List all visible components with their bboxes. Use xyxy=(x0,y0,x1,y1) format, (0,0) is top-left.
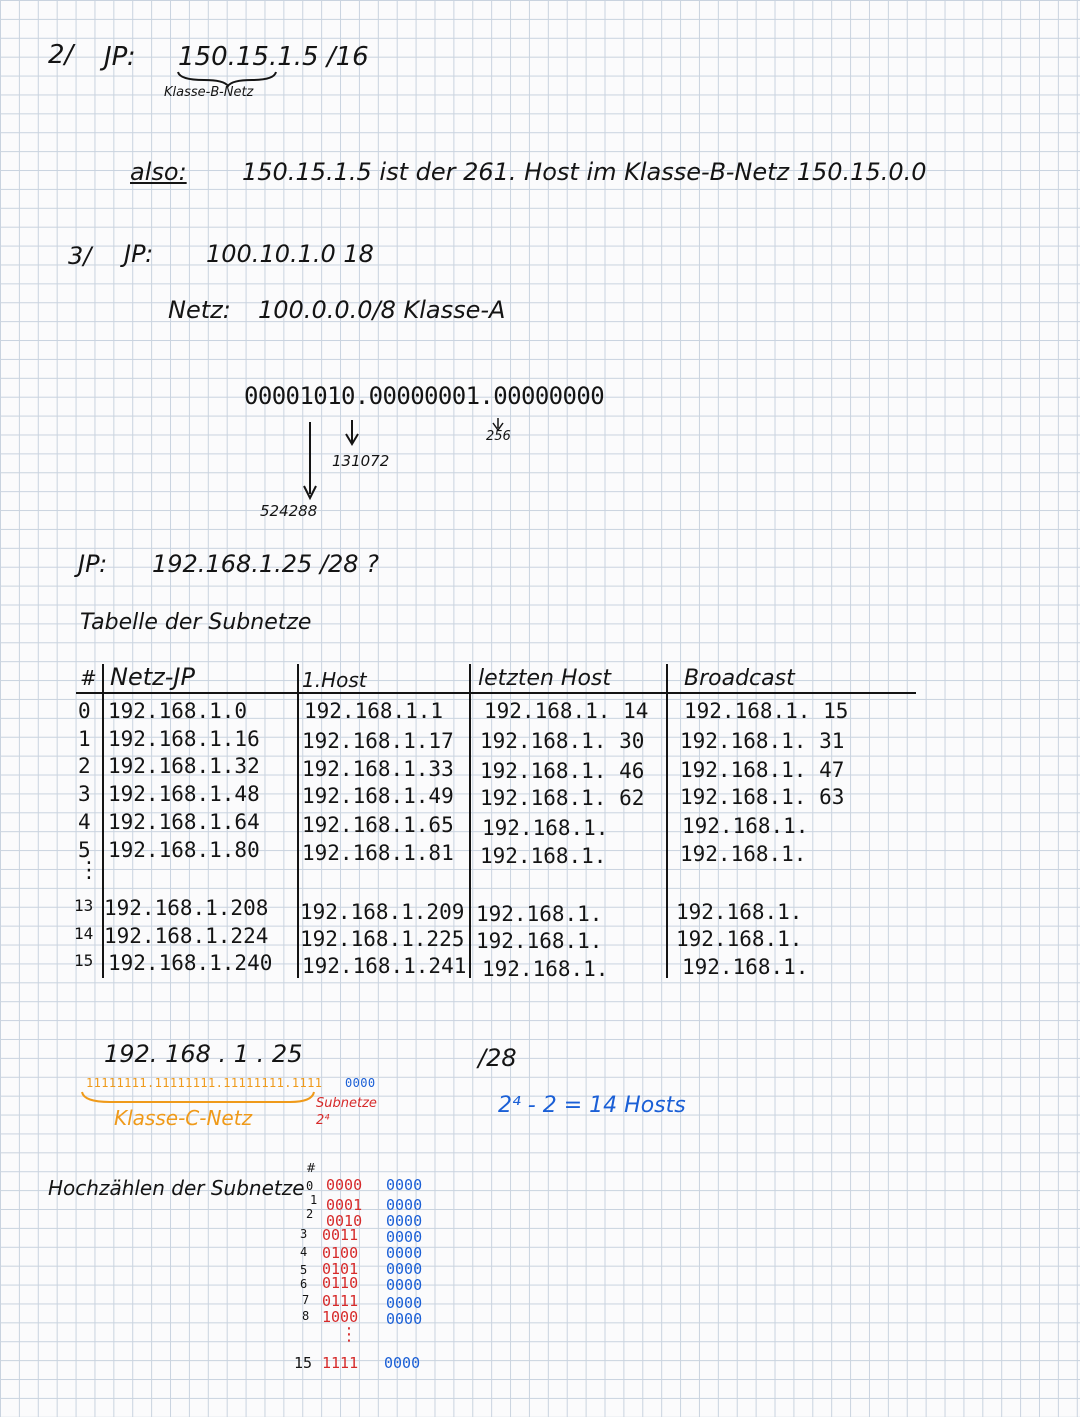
table-col-divider xyxy=(469,664,471,978)
count-host-bits: 0000 xyxy=(386,1196,423,1214)
hosts-formula: 2⁴ - 2 = 14 Hosts xyxy=(498,1093,686,1118)
col-header-last-host: letzten Host xyxy=(478,666,612,691)
subnetze-label: Subnetze xyxy=(316,1096,377,1111)
col-header-broadcast: Broadcast xyxy=(684,666,795,691)
cell-netz: 192.168.1.208 xyxy=(104,896,269,920)
count-host-bits: 0000 xyxy=(386,1212,423,1230)
cell-first-host: 192.168.1.49 xyxy=(302,784,454,808)
count-host-bits: 0000 xyxy=(386,1176,423,1194)
mask-ip: 192. 168 . 1 . 25 xyxy=(104,1040,303,1068)
cell-broadcast: 192.168.1. 31 xyxy=(680,729,845,753)
count-index: 0 xyxy=(306,1179,314,1193)
cell-netz: 192.168.1.0 xyxy=(108,699,248,723)
table-title: Tabelle der Subnetze xyxy=(80,610,312,635)
task3-ip: 100.10.1.0 18 xyxy=(206,240,374,268)
count-subnet-bits: 1000 xyxy=(322,1308,359,1326)
row-index: 15 xyxy=(74,951,94,970)
cell-netz: 192.168.1.240 xyxy=(108,951,273,975)
task3-ip-label: JP: xyxy=(124,240,154,268)
table-header-rule xyxy=(76,692,916,694)
count-host-bits: 0000 xyxy=(386,1228,423,1246)
klasse-c-label: Klasse-C-Netz xyxy=(114,1106,253,1130)
klasse-c-brace xyxy=(80,1088,320,1108)
cell-broadcast: 192.168.1. 47 xyxy=(680,758,845,782)
cell-last-host: 192.168.1. xyxy=(476,902,603,926)
count-host-bits: 0000 xyxy=(386,1244,423,1262)
task4-ip: 192.168.1.25 /28 ? xyxy=(152,550,379,578)
cell-last-host: 192.168.1. 62 xyxy=(480,786,645,810)
cell-broadcast: 192.168.1. xyxy=(676,927,803,951)
count-host-bits: 0000 xyxy=(386,1294,423,1312)
table-col-divider xyxy=(297,664,299,978)
task2-conclusion: 150.15.1.5 ist der 261. Host im Klasse-B-Netz 150.15.0.0 xyxy=(242,158,927,186)
count-host-bits: 0000 xyxy=(386,1260,423,1278)
cell-netz: 192.168.1.224 xyxy=(104,924,269,948)
cell-broadcast: 192.168.1. 15 xyxy=(684,699,849,723)
cell-last-host: 192.168.1. xyxy=(482,816,609,840)
row-index: 0 xyxy=(78,699,91,723)
cell-first-host: 192.168.1.209 xyxy=(300,900,465,924)
col-header-first-host: 1.Host xyxy=(302,668,367,692)
binary-address: 00001010.00000001.00000000 xyxy=(244,382,605,410)
cell-broadcast: 192.168.1. xyxy=(680,842,807,866)
cell-broadcast: 192.168.1. 63 xyxy=(680,785,845,809)
cell-first-host: 192.168.1.225 xyxy=(300,927,465,951)
count-hash: # xyxy=(306,1161,317,1175)
count-index: 8 xyxy=(302,1309,310,1323)
cell-first-host: 192.168.1.241 xyxy=(302,954,467,978)
count-index: 1 xyxy=(310,1193,318,1207)
cell-last-host: 192.168.1. xyxy=(482,957,609,981)
cell-broadcast: 192.168.1. xyxy=(676,900,803,924)
cell-last-host: 192.168.1. xyxy=(480,844,607,868)
count-subnet-bits: 0110 xyxy=(322,1274,359,1292)
row-index: 14 xyxy=(74,924,94,943)
cell-first-host: 192.168.1.65 xyxy=(302,813,454,837)
count-subnet-bits: 0010 xyxy=(326,1212,363,1230)
col-header-number: # xyxy=(80,666,97,690)
also-label: also: xyxy=(130,158,187,186)
count-index: 15 xyxy=(294,1354,313,1372)
cell-broadcast: 192.168.1. xyxy=(682,955,809,979)
count-subnet-bits: 1111 xyxy=(322,1354,359,1372)
count-index: 2 xyxy=(306,1207,314,1221)
task2-ip-label: JP: xyxy=(104,42,136,72)
netz-value: 100.0.0.0/8 Klasse-A xyxy=(258,296,506,324)
value-524288: 524288 xyxy=(260,502,318,520)
cell-netz: 192.168.1.16 xyxy=(108,727,260,751)
count-index: 7 xyxy=(302,1293,310,1307)
cell-netz: 192.168.1.32 xyxy=(108,754,260,778)
value-131072: 131072 xyxy=(332,452,390,470)
subnetze-exp: 2⁴ xyxy=(316,1113,330,1128)
cell-netz: 192.168.1.64 xyxy=(108,810,260,834)
count-subnet-bits: 0000 xyxy=(326,1176,363,1194)
cell-last-host: 192.168.1. 46 xyxy=(480,759,645,783)
mask-prefix: /28 xyxy=(478,1044,517,1072)
netz-label: Netz: xyxy=(168,296,231,324)
cell-last-host: 192.168.1. xyxy=(476,929,603,953)
count-subnet-bits: 0100 xyxy=(322,1244,359,1262)
count-index: 3 xyxy=(300,1227,308,1241)
count-index: 4 xyxy=(300,1245,308,1259)
row-index: 5 xyxy=(78,838,91,862)
class-b-label: Klasse-B-Netz xyxy=(164,85,254,100)
cell-first-host: 192.168.1.1 xyxy=(304,699,444,723)
cell-last-host: 192.168.1. 14 xyxy=(484,699,649,723)
row-index: 3 xyxy=(78,782,91,806)
cell-first-host: 192.168.1.81 xyxy=(302,841,454,865)
count-host-bits: 0000 xyxy=(384,1354,421,1372)
count-index: 5 xyxy=(300,1263,308,1277)
task2-ip: 150.15.1.5 /16 xyxy=(178,42,369,72)
mask-zeros: 0000 xyxy=(345,1076,376,1090)
count-host-bits: 0000 xyxy=(386,1310,423,1328)
count-index: 6 xyxy=(300,1277,308,1291)
row-index: 13 xyxy=(74,896,94,915)
cell-netz: 192.168.1.48 xyxy=(108,782,260,806)
task3-number: 3/ xyxy=(68,242,92,270)
col-header-netz: Netz-JP xyxy=(110,663,195,691)
task2-number: 2/ xyxy=(48,40,74,70)
table-col-divider xyxy=(666,664,668,978)
row-index: 2 xyxy=(78,754,91,778)
table-ellipsis: ⋮ xyxy=(78,858,100,883)
cell-last-host: 192.168.1. 30 xyxy=(480,729,645,753)
value-256: 256 xyxy=(486,429,511,444)
task4-ip-label: JP: xyxy=(78,550,108,578)
cell-first-host: 192.168.1.17 xyxy=(302,729,454,753)
count-subnet-bits: 0001 xyxy=(326,1196,363,1214)
cell-first-host: 192.168.1.33 xyxy=(302,757,454,781)
count-ellipsis: ⋮ xyxy=(340,1324,358,1345)
cell-broadcast: 192.168.1. xyxy=(682,814,809,838)
cell-netz: 192.168.1.80 xyxy=(108,838,260,862)
count-subnet-bits: 0011 xyxy=(322,1226,359,1244)
count-subnet-bits: 0101 xyxy=(322,1260,359,1278)
row-index: 1 xyxy=(78,727,91,751)
count-host-bits: 0000 xyxy=(386,1276,423,1294)
count-label: Hochzählen der Subnetze xyxy=(48,1176,305,1200)
count-subnet-bits: 0111 xyxy=(322,1292,359,1310)
mask-ones: 11111111.11111111.11111111.1111 xyxy=(86,1076,323,1090)
row-index: 4 xyxy=(78,810,91,834)
